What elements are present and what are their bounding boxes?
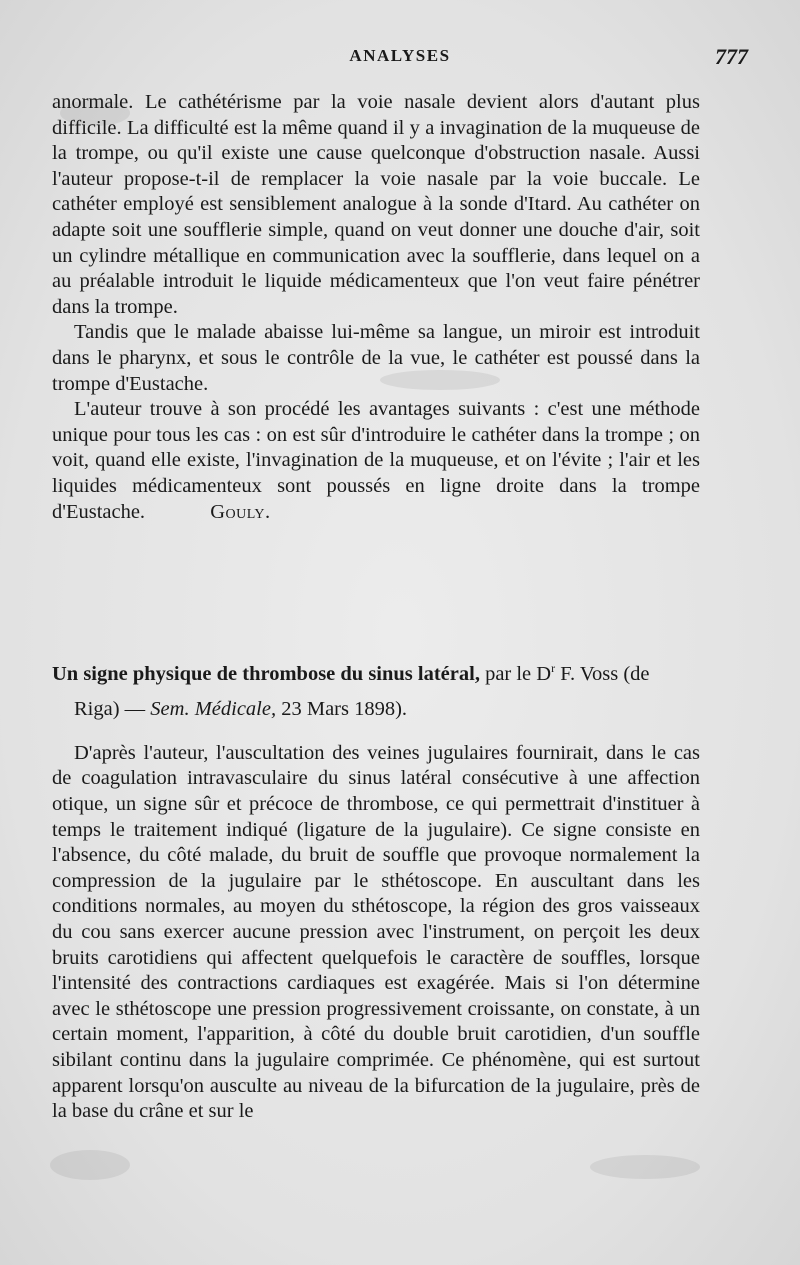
section-cathetherisme bbox=[52, 90, 700, 525]
page-header bbox=[0, 46, 800, 76]
paragraph-2: Tandis que le malade abaisse lui-même sa langue, un miroir est introduit dans le pharynx, et sous le contrôle de la vue, le cathéter est poussé dans la trompe d'Eustache. bbox=[52, 321, 700, 395]
paragraph-1: anormale. Le cathétérisme par la voie nasale devient alors d'autant plus difficile. La difficulté est la même quand il y a invagination de la muqueuse de la trompe, ou qu'il existe une cause quelconque d'obstruction nasale. Aussi l'auteur propose-t-il de remplacer la voie nasale par la voie buccale. Le cathéter employé est sensiblement analogue à la sonde d'Itard. Au cathéter on adapte soit une soufflerie simple, quand on veut donner une douche d'air, soit un cylindre métallique en communication avec la soufflerie, dans lequel on a au préalable introduit le liquide médicamenteux que l'on veut faire pénétrer dans la trompe. bbox=[52, 91, 700, 318]
article-title-sup: r bbox=[551, 661, 556, 675]
article-body bbox=[52, 741, 700, 1125]
paragraph-3-text: L'auteur trouve à son procédé les avantages suivants : c'est une méthode unique pour tous les cas : on est sûr d'introduire le cathéter dans la trompe ; on voit, quand elle existe, l'invagination de la muqueuse, et on l'évite ; l'air et les liquides médicamenteux sont poussés en ligne droite dans la trompe d'Eustache. bbox=[52, 398, 700, 523]
article-title-main: Un signe physique de thrombose du sinus latéral, bbox=[52, 662, 480, 685]
article-title bbox=[52, 651, 700, 727]
article-paragraph: D'après l'auteur, l'auscultation des veines jugulaires fournirait, dans le cas de coagulation intravasculaire du sinus latéral consécutive à une affection otique, un signe sûr et précoce de thrombose, ce qui permettrait d'instituer à temps le traitement indiqué (ligature de la jugulaire). Ce signe consiste en l'absence, du côté malade, du bruit de souffle que provoque normalement la compression de la jugulaire par le sthétoscope. En auscultant dans les conditions normales, au moyen du sthétoscope, la région des gros vaisseaux du cou sans exercer aucune pression avec l'instrument, on perçoit les deux bruits carotidiens qui affectent quelquefois le caractère de souffles, lorsque l'intensité des contractions cardiaques est exagérée. Mais si l'on détermine avec le sthétoscope une pression progressivement croissante, on constate, à un certain moment, l'apparition, à côté du double bruit carotidien, d'un souffle sibilant continu dans la jugulaire comprimée. Ce phénomène, qui est surtout apparent lorsqu'on ausculte au niveau de la bifurcation de la jugulaire, près de la base du crâne et sur le bbox=[52, 741, 700, 1123]
page-number: 777 bbox=[715, 44, 748, 69]
ink-smudge bbox=[50, 1150, 130, 1180]
article-voss bbox=[52, 651, 700, 1125]
author-signature: Gouly. bbox=[210, 500, 271, 523]
ink-smudge bbox=[590, 1155, 700, 1179]
article-author: F. Voss (de Riga) — bbox=[74, 662, 650, 720]
article-date: 23 Mars 1898). bbox=[281, 697, 408, 720]
article-title-by: par le D bbox=[485, 662, 552, 685]
running-title: ANALYSES bbox=[349, 46, 451, 65]
article-journal: Sem. Médicale, bbox=[150, 697, 277, 720]
paragraph-3 bbox=[52, 397, 700, 525]
